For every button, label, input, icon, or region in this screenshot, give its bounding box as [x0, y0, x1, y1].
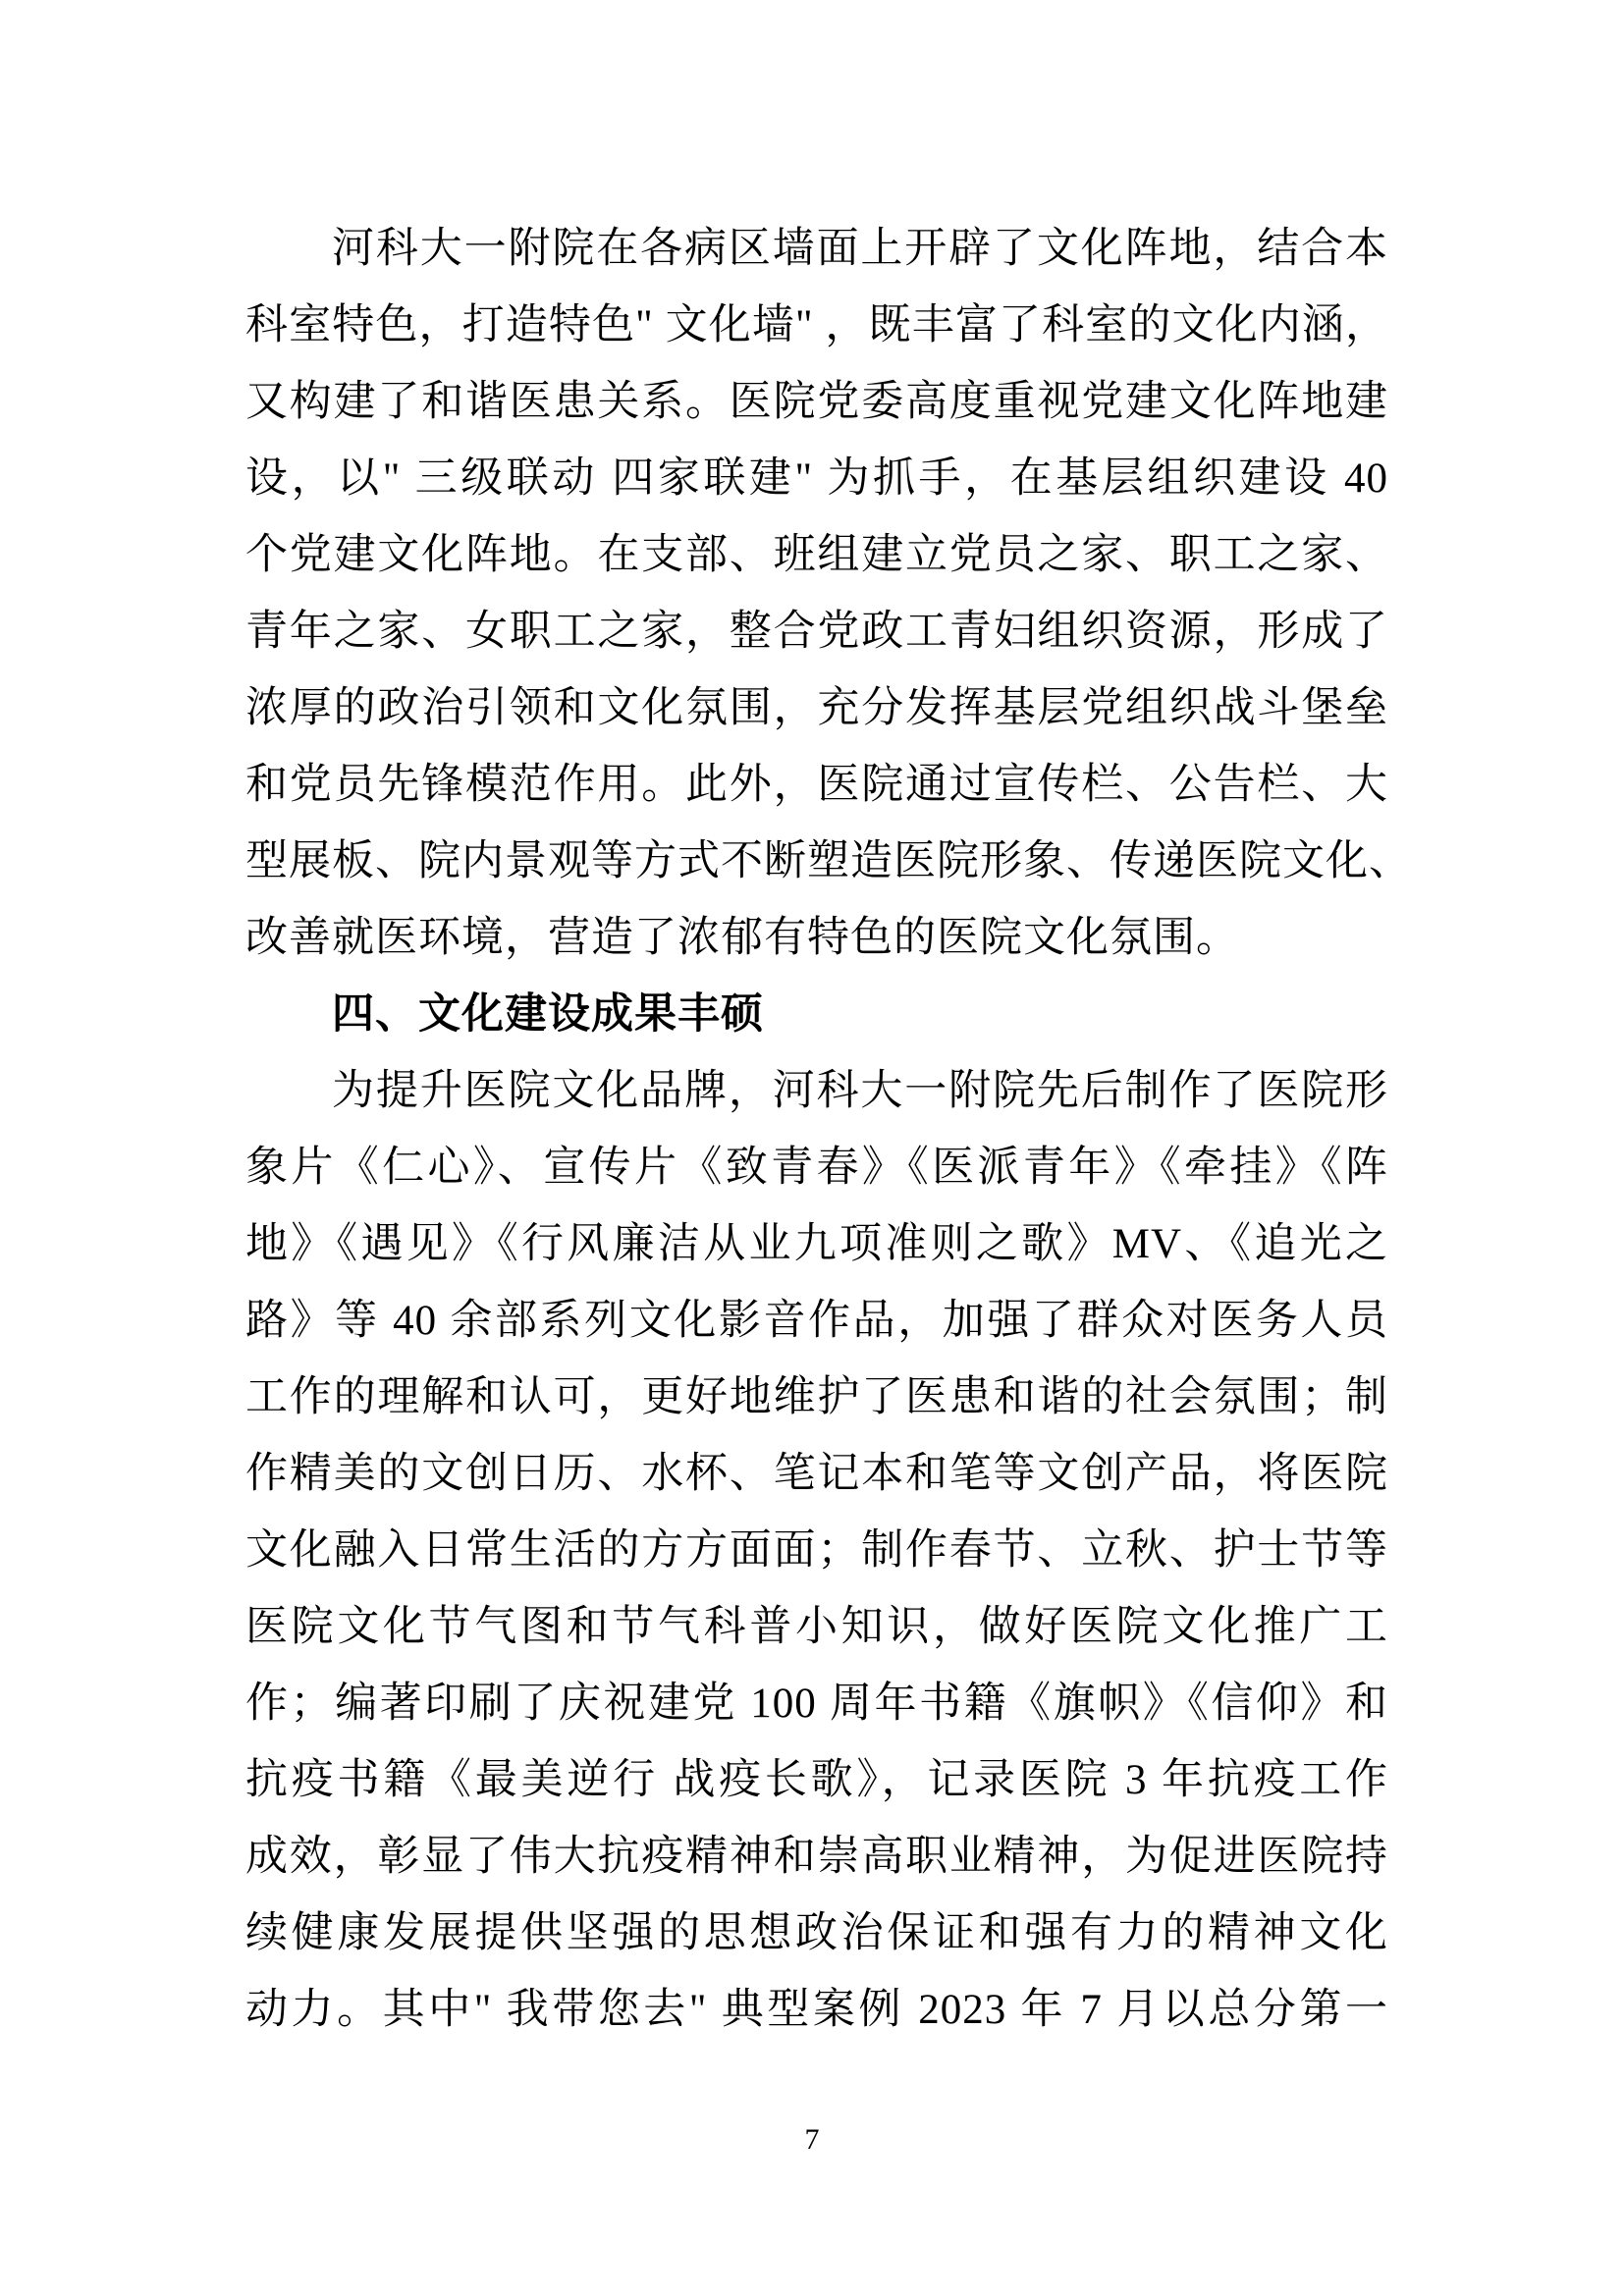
document-body	[245, 211, 1412, 2049]
text-line: 工作的理解和认可，更好地维护了医患和谐的社会氛围；制	[245, 1374, 1388, 1420]
text-line: 医院文化节气图和节气科普小知识，做好医院文化推广工	[245, 1604, 1388, 1650]
text-line: 文化融入日常生活的方方面面；制作春节、立秋、护士节等	[245, 1527, 1388, 1574]
text-line: 又构建了和谐医患关系。医院党委高度重视党建文化阵地建	[245, 379, 1388, 425]
text-line: 成效，彰显了伟大抗疫精神和崇高职业精神，为促进医院持	[245, 1834, 1388, 1880]
text-line: 型展板、院内景观等方式不断塑造医院形象、传递医院文化、	[245, 838, 1412, 884]
text-line: 为提升医院文化品牌，河科大一附院先后制作了医院形	[332, 1068, 1388, 1114]
text-line: 青年之家、女职工之家，整合党政工青妇组织资源，形成了	[245, 609, 1388, 655]
text-line: 作精美的文创日历、水杯、笔记本和笔等文创产品，将医院	[245, 1451, 1388, 1497]
text-line: 路》等 40 余部系列文化影音作品，加强了群众对医务人员	[245, 1298, 1388, 1344]
text-line: 和党员先锋模范作用。此外，医院通过宣传栏、公告栏、大	[245, 762, 1388, 808]
text-line: 科室特色，打造特色" 文化墙" ，既丰富了科室的文化内涵，	[245, 302, 1388, 348]
section-heading: 四、文化建设成果丰硕	[332, 991, 764, 1038]
text-line: 浓厚的政治引领和文化氛围，充分发挥基层党组织战斗堡垒	[245, 685, 1388, 731]
text-line: 象片《仁心》、宣传片《致青春》《医派青年》《牵挂》《阵	[245, 1145, 1388, 1191]
text-line: 动力。其中" 我带您去" 典型案例 2023 年 7 月以总分第一	[245, 1987, 1388, 2033]
text-line: 续健康发展提供坚强的思想政治保证和强有力的精神文化	[245, 1910, 1388, 1956]
text-line: 改善就医环境，营造了浓郁有特色的医院文化氛围。	[245, 915, 1239, 961]
text-line: 作；编著印刷了庆祝建党 100 周年书籍《旗帜》《信仰》和	[245, 1681, 1388, 1727]
text-line: 地》《遇见》《行风廉洁从业九项准则之歌》MV、《追光之	[245, 1221, 1388, 1267]
page-number: 7	[804, 2123, 820, 2156]
text-line: 个党建文化阵地。在支部、班组建立党员之家、职工之家、	[245, 532, 1388, 578]
text-line: 设，以" 三级联动 四家联建" 为抓手，在基层组织建设 40	[245, 455, 1388, 502]
text-line: 抗疫书籍《最美逆行 战疫长歌》，记录医院 3 年抗疫工作	[245, 1757, 1388, 1803]
text-line: 河科大一附院在各病区墙面上开辟了文化阵地，结合本	[332, 226, 1388, 272]
